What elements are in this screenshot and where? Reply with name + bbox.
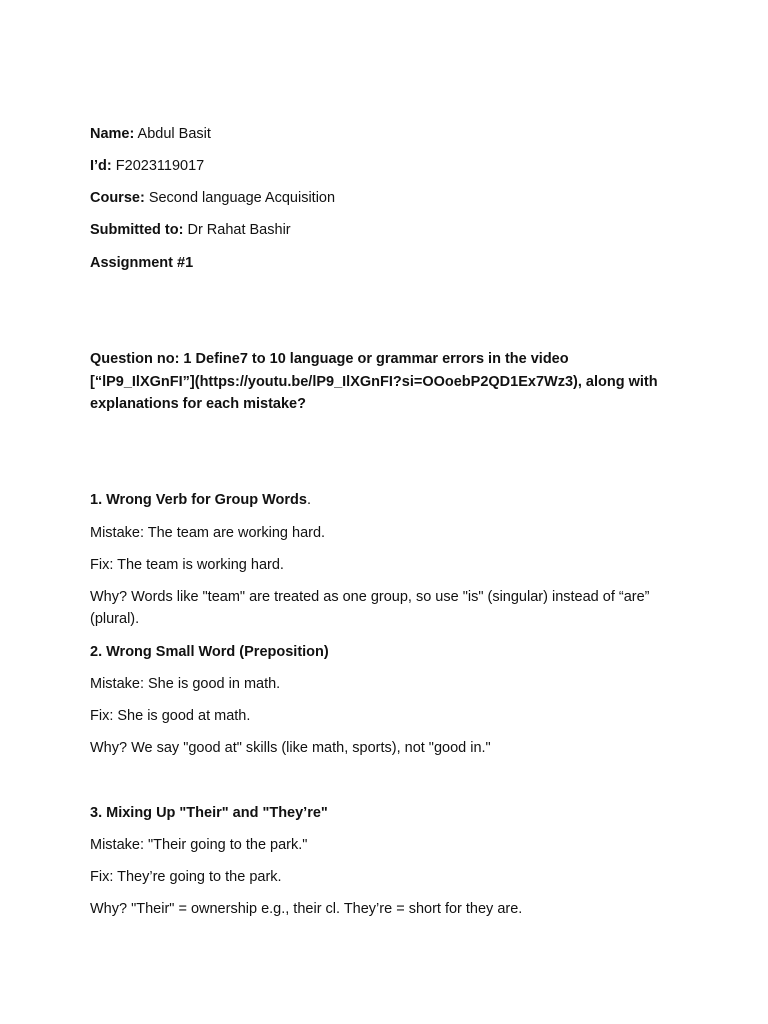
submitted-line: [90, 219, 670, 241]
error-3-heading: 3. Mixing Up "Their" and "They’re": [90, 805, 328, 821]
question-line-1: Question no: 1 Define7 to 10 language or grammar errors in the video: [90, 351, 569, 367]
name-label: Name:: [90, 126, 135, 142]
error-1-heading-line: [90, 489, 670, 511]
error-2-why: Why? We say "good at" skills (like math, sports), not "good in.": [90, 740, 491, 756]
question-line-2: [“lP9_IlXGnFI”](https://youtu.be/lP9_IlXGnFI?si=OOoebP2QD1Ex7Wz3), along with: [90, 374, 658, 390]
assignment-title: Assignment #1: [90, 255, 194, 271]
id-value: F2023119017: [111, 158, 205, 174]
error-1-fix: Fix: The team is working hard.: [90, 557, 284, 573]
error-1-heading: 1. Wrong Verb for Group Words: [90, 492, 307, 508]
submitted-label: Submitted to:: [90, 222, 184, 238]
error-1-mistake: Mistake: The team are working hard.: [90, 525, 326, 541]
id-label: I’d:: [90, 158, 112, 174]
error-3-why: Why? "Their" = ownership e.g., their cl. They’re = short for they are.: [90, 901, 523, 917]
course-line: [90, 187, 670, 209]
error-3-fix: Fix: They’re going to the park.: [90, 869, 282, 885]
question-line-3: explanations for each mistake?: [90, 396, 306, 412]
error-2-mistake: Mistake: She is good in math.: [90, 676, 281, 692]
error-1-why-line-2: (plural).: [90, 611, 140, 627]
name-line: [90, 123, 670, 145]
error-2-fix: Fix: She is good at math.: [90, 708, 251, 724]
name-value: Abdul Basit: [134, 126, 211, 142]
error-1-why-line-1: Why? Words like "team" are treated as one group, so use "is" (singular) instead of “are”: [90, 589, 650, 605]
error-3-mistake: Mistake: "Their going to the park.": [90, 837, 308, 853]
course-value: Second language Acquisition: [144, 190, 336, 206]
submitted-value: Dr Rahat Bashir: [183, 222, 291, 238]
error-1-heading-suffix: .: [306, 492, 312, 508]
error-2-heading: 2. Wrong Small Word (Preposition): [90, 644, 329, 660]
id-line: [90, 155, 670, 177]
course-label: Course:: [90, 190, 145, 206]
